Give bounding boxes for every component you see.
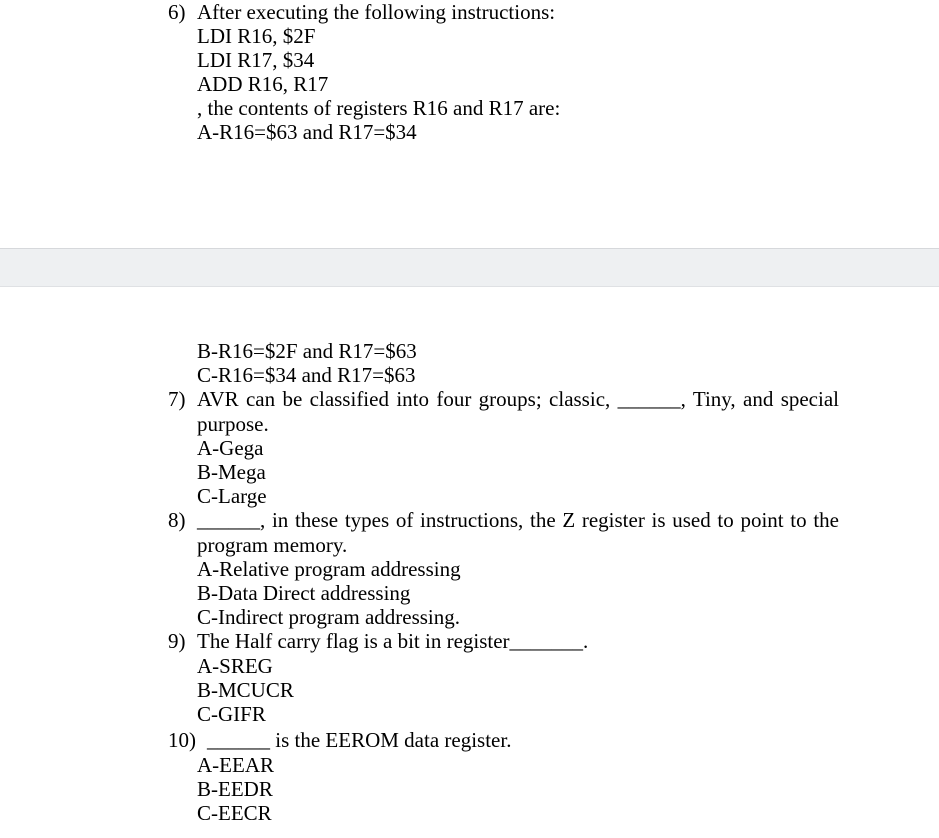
question-9-stem-end: . <box>583 629 589 653</box>
question-7-blank: ______ <box>617 387 681 411</box>
question-7-stem-part-2: , Tiny, and special <box>680 387 839 411</box>
question-9-number: 9) <box>168 629 186 653</box>
question-10-blank: ______ <box>207 728 270 752</box>
question-9-blank: _______ <box>509 629 584 653</box>
question-6-stem: After executing the following instructions: <box>197 0 556 24</box>
document-page-bottom <box>0 287 939 838</box>
question-6-code-line-1: LDI R16, $2F <box>197 24 316 48</box>
question-7-stem-part-1: AVR can be classified into four groups; classic, <box>197 387 611 411</box>
question-8-number: 8) <box>168 508 186 532</box>
question-8-stem-line-2: program memory. <box>197 533 348 557</box>
question-7-option-b: B-Mega <box>197 460 266 484</box>
question-9-option-c: C-GIFR <box>197 702 266 726</box>
question-7-option-c: C-Large <box>197 484 267 508</box>
question-10-option-c: C-EECR <box>197 801 272 825</box>
question-6-stem-end: , the contents of registers R16 and R17 are: <box>197 96 561 120</box>
page-separator <box>0 248 939 287</box>
question-8-stem <box>197 508 839 532</box>
question-9-option-b: B-MCUCR <box>197 678 294 702</box>
question-10-stem-part-1: is the EEROM data register. <box>270 728 512 752</box>
question-6-number: 6) <box>168 0 186 24</box>
question-8-option-c: C-Indirect program addressing. <box>197 605 461 629</box>
question-10-number: 10) <box>168 728 196 752</box>
question-10-option-a: A-EEAR <box>197 753 274 777</box>
question-10-stem <box>207 728 511 752</box>
question-7-number: 7) <box>168 387 186 411</box>
question-7-option-a: A-Gega <box>197 436 264 460</box>
question-6-option-b: B-R16=$2F and R17=$63 <box>197 339 417 363</box>
question-10-option-b: B-EEDR <box>197 777 273 801</box>
question-9-stem <box>197 629 588 653</box>
question-9-stem-part-1: The Half carry flag is a bit in register <box>197 629 510 653</box>
document-page-top <box>0 0 939 248</box>
question-7-stem <box>197 387 839 411</box>
question-8-blank: ______ <box>197 508 260 532</box>
question-8-option-b: B-Data Direct addressing <box>197 581 411 605</box>
question-6-option-a: A-R16=$63 and R17=$34 <box>197 120 417 144</box>
question-6-code-line-2: LDI R17, $34 <box>197 48 315 72</box>
question-8-stem-part-1: , in these types of instructions, the Z register is used to point to the <box>260 508 839 532</box>
question-7-stem-line-2: purpose. <box>197 412 269 436</box>
question-6-option-c: C-R16=$34 and R17=$63 <box>197 363 416 387</box>
question-8-option-a: A-Relative program addressing <box>197 557 461 581</box>
question-6-code-line-3: ADD R16, R17 <box>197 72 329 96</box>
question-9-option-a: A-SREG <box>197 654 273 678</box>
